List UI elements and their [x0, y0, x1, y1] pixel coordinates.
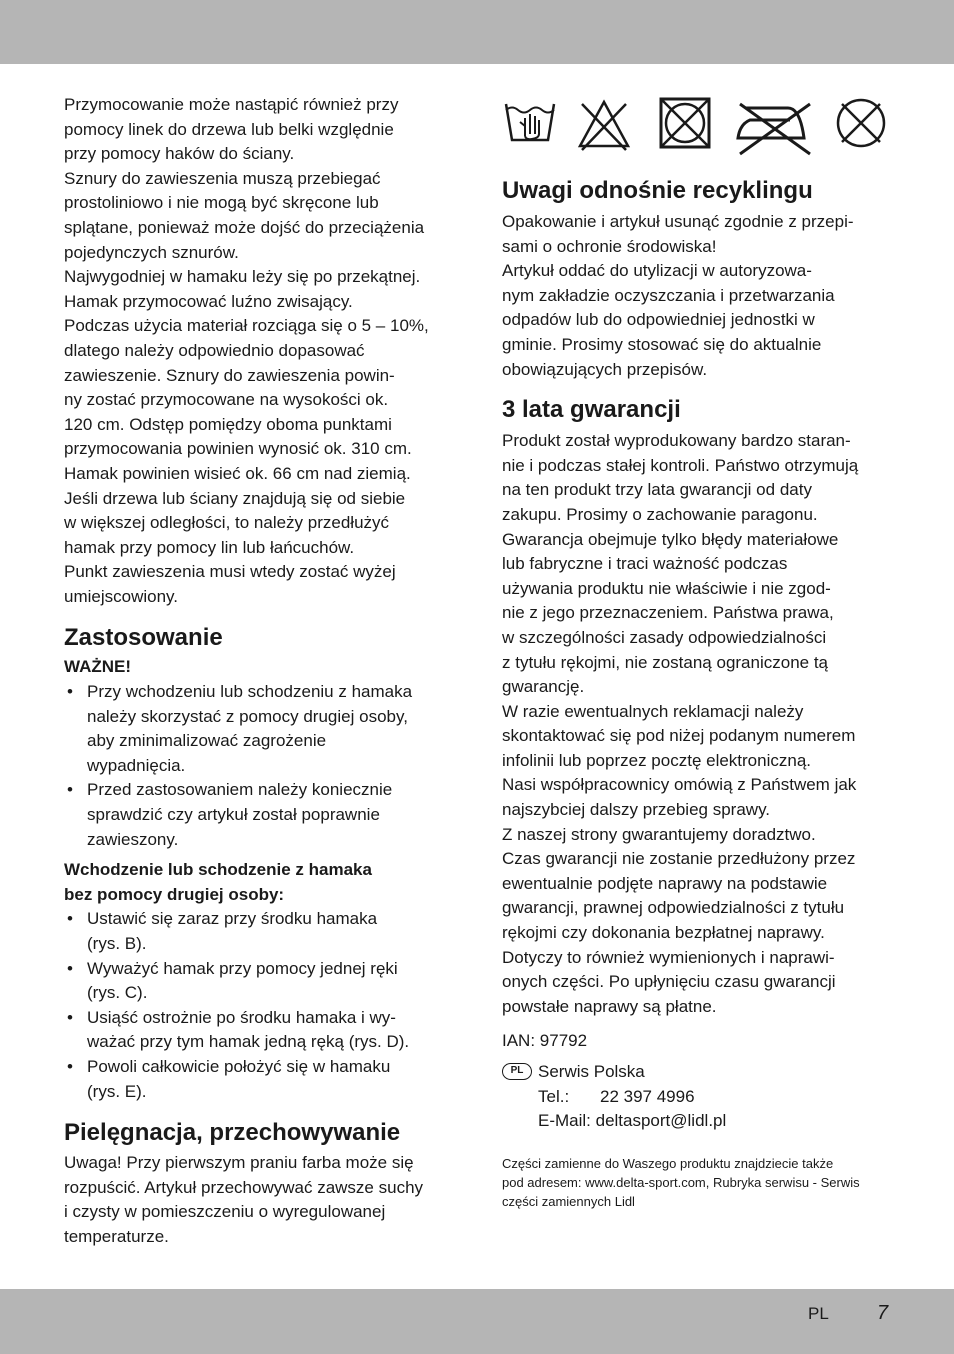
text-line: używania produktu nie właściwie i nie zgod- — [502, 578, 831, 598]
text-line: odpadów lub do odpowiedniej jednostki w — [502, 310, 815, 330]
text-line: ny zostać przymocowane na wysokości ok. — [64, 390, 389, 410]
text-line: Hamak powinien wisieć ok. 66 cm nad ziemią. — [64, 463, 411, 483]
page-number: 7 — [877, 1302, 889, 1324]
text-line: Podczas użycia materiał rozciąga się o 5 – 10%, — [64, 316, 429, 336]
list-item — [64, 957, 464, 1006]
intro-text — [64, 93, 464, 609]
text-line: 120 cm. Odstęp pomiędzy oboma punktami — [64, 414, 392, 434]
service-contact — [502, 1060, 892, 1134]
important-list — [64, 680, 464, 852]
text-line: sami o ochronie środowiska! — [502, 236, 717, 256]
text-line: Najwygodniej w hamaku leży się po przekątnej. — [64, 267, 421, 287]
entry-heading — [64, 858, 464, 907]
spare-parts-note — [502, 1154, 892, 1211]
text-line: nym zakładzie oczyszczania i przetwarzania — [502, 285, 835, 305]
text-line: nie z jego przeznaczeniem. Państwa prawa, — [502, 603, 834, 623]
text-line: splątane, ponieważ może dojść do przeciążenia — [64, 217, 425, 237]
text-line: nie i podczas stałej kontroli. Państwo otrzymują — [502, 455, 859, 475]
no-dry-clean-icon — [834, 96, 888, 150]
phone-label: Tel.: — [538, 1086, 570, 1106]
text-line: gminie. Prosimy stosować się do aktualnie — [502, 334, 822, 354]
service-phone — [538, 1085, 892, 1110]
warranty-heading: 3 lata gwarancji — [502, 396, 681, 424]
text-line: ewentualnie podjęte naprawy na podstawie — [502, 873, 828, 893]
text-line: Czas gwarancji nie zostanie przedłużony przez — [502, 849, 856, 869]
text-line: Opakowanie i artykuł usunąć zgodnie z przepi- — [502, 212, 854, 231]
no-tumble-dry-icon — [658, 96, 712, 150]
text-line: Uwaga! Przy pierwszym praniu farba może się — [64, 1153, 414, 1173]
warranty-text — [502, 429, 892, 1019]
text-line: pojedynczych sznurów. — [64, 242, 239, 262]
entry-steps-list — [64, 907, 464, 1104]
text-line: infolinii lub poprzez pocztę elektroniczną. — [502, 750, 812, 770]
ian-number: IAN: 97792 — [502, 1031, 588, 1051]
service-email: E-Mail: deltasport@lidl.pl — [538, 1111, 727, 1131]
list-item-line: wypadnięcia. — [87, 755, 186, 775]
list-item — [64, 907, 464, 956]
text-line: zawieszenie. Sznury do zawieszenia powin- — [64, 365, 395, 385]
no-iron-icon — [732, 96, 816, 156]
list-item — [64, 1006, 464, 1055]
text-line: onych części. Po upłynięciu czasu gwarancji — [502, 972, 836, 992]
text-line: i czysty w pomieszczeniu o wyregulowanej — [64, 1202, 386, 1222]
text-line: Z naszej strony gwarantujemy doradztwo. — [502, 824, 816, 844]
text-line: najszybciej dalszy przebieg sprawy. — [502, 800, 771, 820]
text-line: w szczególności zasady odpowiedzialności — [502, 627, 827, 647]
right-column — [502, 210, 892, 1211]
important-label: WAŻNE! — [64, 657, 132, 677]
language-code: PL — [808, 1304, 829, 1323]
list-item-line: zawieszony. — [87, 829, 179, 849]
care-symbols — [504, 96, 888, 156]
list-item-line: należy skorzystać z pomocy drugiej osoby, — [87, 706, 408, 726]
text-line: Punkt zawieszenia musi wtedy zostać wyżej — [64, 562, 396, 582]
text-line: lub fabryczne i traci ważność podczas — [502, 554, 788, 574]
text-line: Jeśli drzewa lub ściany znajdują się od siebie — [64, 488, 406, 508]
left-column — [64, 93, 464, 1250]
text-line: gwarancji, prawnej odpowiedzialności z tytułu — [502, 898, 845, 918]
text-line: pomocy linek do drzewa lub belki względnie — [64, 119, 394, 139]
service-name: Serwis Polska — [538, 1062, 645, 1081]
text-line: Wchodzenie lub schodzenie z hamaka — [64, 860, 372, 880]
text-line: dlatego należy odpowiednio dopasować — [64, 340, 365, 360]
list-item-line: • Usiąść ostrożnie po środku hamaka i wy- — [87, 1007, 396, 1027]
list-item-line: • Wyważyć hamak przy pomocy jednej ręki — [87, 958, 398, 978]
text-line: Hamak przymocować luźno zwisający. — [64, 291, 353, 311]
text-line: rękojmi czy dokonania bezpłatnej naprawy. — [502, 923, 825, 943]
text-line: pod adresem: www.delta-sport.com, Rubryka serwisu - Serwis — [502, 1174, 860, 1190]
list-item-line: • Przed zastosowaniem należy koniecznie — [87, 780, 393, 800]
recycling-text — [502, 210, 892, 382]
text-line: przymocowania powinien wynosić ok. 310 cm. — [64, 439, 412, 459]
text-line: Dotyczy to również wymienionych i naprawi- — [502, 947, 835, 967]
list-item-line: • Przy wchodzeniu lub schodzeniu z hamaka — [87, 682, 413, 702]
country-badge: PL — [502, 1063, 532, 1080]
text-line: W razie ewentualnych reklamacji należy — [502, 701, 804, 721]
text-line: temperaturze. — [64, 1226, 169, 1246]
text-line: części zamiennych Lidl — [502, 1193, 635, 1209]
text-line: w większej odległości, to należy przedłużyć — [64, 513, 390, 533]
text-line: przy pomocy haków do ściany. — [64, 144, 295, 164]
usage-heading: Zastosowanie — [64, 624, 223, 652]
list-item — [64, 1055, 464, 1104]
care-heading: Pielęgnacja, przechowywanie — [64, 1119, 401, 1147]
text-line: powstałe naprawy są płatne. — [502, 996, 717, 1016]
text-line: Artykuł oddać do utylizacji w autoryzowa- — [502, 261, 812, 281]
text-line: hamak przy pomocy lin lub łańcuchów. — [64, 537, 355, 557]
list-item — [64, 680, 464, 778]
phone-number: 22 397 4996 — [600, 1086, 695, 1106]
hand-wash-icon — [504, 96, 556, 148]
list-item — [64, 778, 464, 852]
recycling-heading: Uwagi odnośnie recyklingu — [502, 177, 813, 204]
text-line: Produkt został wyprodukowany bardzo staran- — [502, 431, 851, 451]
list-item-line: (rys. C). — [87, 983, 148, 1003]
text-line: zakupu. Prosimy o zachowanie paragonu. — [502, 504, 818, 524]
list-item-line: ważać przy tym hamak jedną ręką (rys. D). — [87, 1032, 410, 1052]
text-line: gwarancję. — [502, 677, 585, 697]
text-line: obowiązujących przepisów. — [502, 359, 708, 379]
text-line: umiejscowiony. — [64, 586, 179, 606]
text-line: prostoliniowo i nie mogą być skręcone lub — [64, 193, 379, 213]
list-item-line: (rys. B). — [87, 934, 147, 953]
text-line: bez pomocy drugiej osoby: — [64, 884, 285, 904]
list-item-line: • Powoli całkowicie położyć się w hamaku — [87, 1056, 391, 1076]
text-line: rozpuścić. Artykuł przechowywać zawsze suchy — [64, 1177, 424, 1197]
text-line: Gwarancja obejmuje tylko błędy materiałowe — [502, 529, 839, 549]
text-line: Sznury do zawieszenia muszą przebiegać — [64, 168, 381, 188]
care-text — [64, 1151, 464, 1249]
no-bleach-icon — [576, 96, 632, 152]
header-bar — [0, 0, 954, 64]
text-line: z tytułu rękojmi, nie zostaną ograniczone tą — [502, 652, 829, 672]
text-line: skontaktować się pod niżej podanym numerem — [502, 726, 856, 746]
list-item-line: sprawdzić czy artykuł został poprawnie — [87, 805, 380, 825]
text-line: Nasi współpracownicy omówią z Państwem jak — [502, 775, 857, 795]
list-item-line: aby zminimalizować zagrożenie — [87, 731, 327, 751]
list-item-line: (rys. E). — [87, 1081, 147, 1101]
list-item-line: • Ustawić się zaraz przy środku hamaka — [87, 909, 378, 929]
text-line: na ten produkt trzy lata gwarancji od daty — [502, 480, 812, 500]
text-line: Części zamienne do Waszego produktu znajdziecie także — [502, 1155, 834, 1171]
text-line: Przymocowanie może nastąpić również przy — [64, 95, 399, 114]
